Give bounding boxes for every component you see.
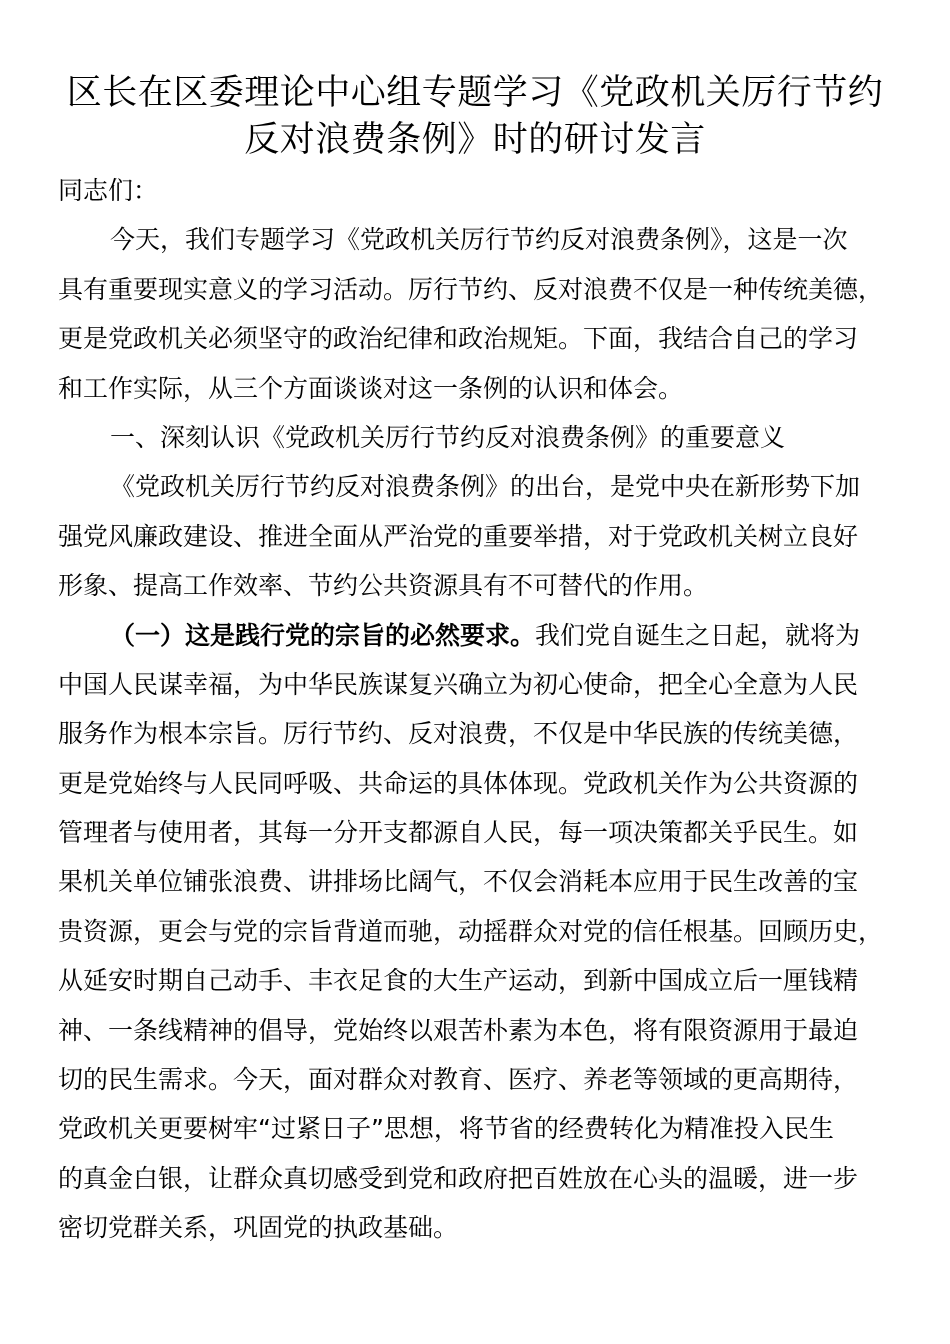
point-1-first-line	[58, 611, 894, 660]
section-1-line: 强党风廉政建设、推进全面从严治党的重要举措，对于党政机关树立良好	[58, 521, 859, 551]
point-1-heading: （一）这是践行党的宗旨的必然要求。	[110, 620, 536, 650]
point-1-line: 从延安时期自己动手、丰衣足食的大生产运动，到新中国成立后一厘钱精	[58, 966, 859, 996]
intro-line: 具有重要现实意义的学习活动。厉行节约、反对浪费不仅是一种传统美德，	[58, 274, 884, 304]
intro-line: 更是党政机关必须坚守的政治纪律和政治规矩。下面，我结合自己的学习	[58, 324, 859, 354]
intro-line: 今天，我们专题学习《党政机关厉行节约反对浪费条例》，这是一次	[110, 225, 848, 255]
title-line-1: 区长在区委理论中心组专题学习《党政机关厉行节约	[66, 73, 884, 113]
point-1-line: 中国人民谋幸福，为中华民族谋复兴确立为初心使命，把全心全意为人民	[58, 669, 859, 699]
section-1-line: 《党政机关厉行节约反对浪费条例》的出台，是党中央在新形势下加	[110, 472, 861, 502]
title-line-2: 反对浪费条例》时的研讨发言	[244, 120, 706, 160]
point-1-line: 贵资源，更会与党的宗旨背道而驰，动摇群众对党的信任根基。回顾历史，	[58, 916, 884, 946]
point-1-first-text: 我们党自诞生之日起，就将为	[535, 620, 861, 650]
point-1-line: 神、一条线精神的倡导，党始终以艰苦朴素为本色，将有限资源用于最迫	[58, 1015, 859, 1045]
point-1-line: 更是党始终与人民同呼吸、共命运的具体体现。党政机关作为公共资源的	[58, 768, 859, 798]
section-1-line: 形象、提高工作效率、节约公共资源具有不可替代的作用。	[58, 571, 709, 601]
point-1-line: 管理者与使用者，其每一分开支都源自人民，每一项决策都关乎民生。如	[58, 818, 859, 848]
intro-line: 和工作实际，从三个方面谈谈对这一条例的认识和体会。	[58, 373, 684, 403]
document-title	[40, 70, 910, 164]
point-1-line: 服务作为根本宗旨。厉行节约、反对浪费，不仅是中华民族的传统美德，	[58, 719, 859, 749]
point-1-line: 党政机关更要树牢“过紧日子”思想，将节省的经费转化为精准投入民生	[58, 1114, 834, 1144]
point-1-line: 果机关单位铺张浪费、讲排场比阔气，不仅会消耗本应用于民生改善的宝	[58, 867, 859, 897]
document-body	[58, 166, 894, 1253]
point-1-line: 密切党群关系，巩固党的执政基础。	[58, 1213, 459, 1243]
point-1-line: 的真金白银，让群众真切感受到党和政府把百姓放在心头的温暖，进一步	[58, 1163, 859, 1193]
intro-paragraph	[58, 215, 894, 413]
section-1-heading: 一、深刻认识《党政机关厉行节约反对浪费条例》的重要意义	[110, 422, 786, 452]
section-1-paragraph	[58, 462, 894, 610]
point-1-line: 切的民生需求。今天，面对群众对教育、医疗、养老等领域的更高期待，	[58, 1065, 859, 1095]
salutation: 同志们：	[58, 176, 159, 205]
point-1-paragraph	[58, 611, 894, 1253]
